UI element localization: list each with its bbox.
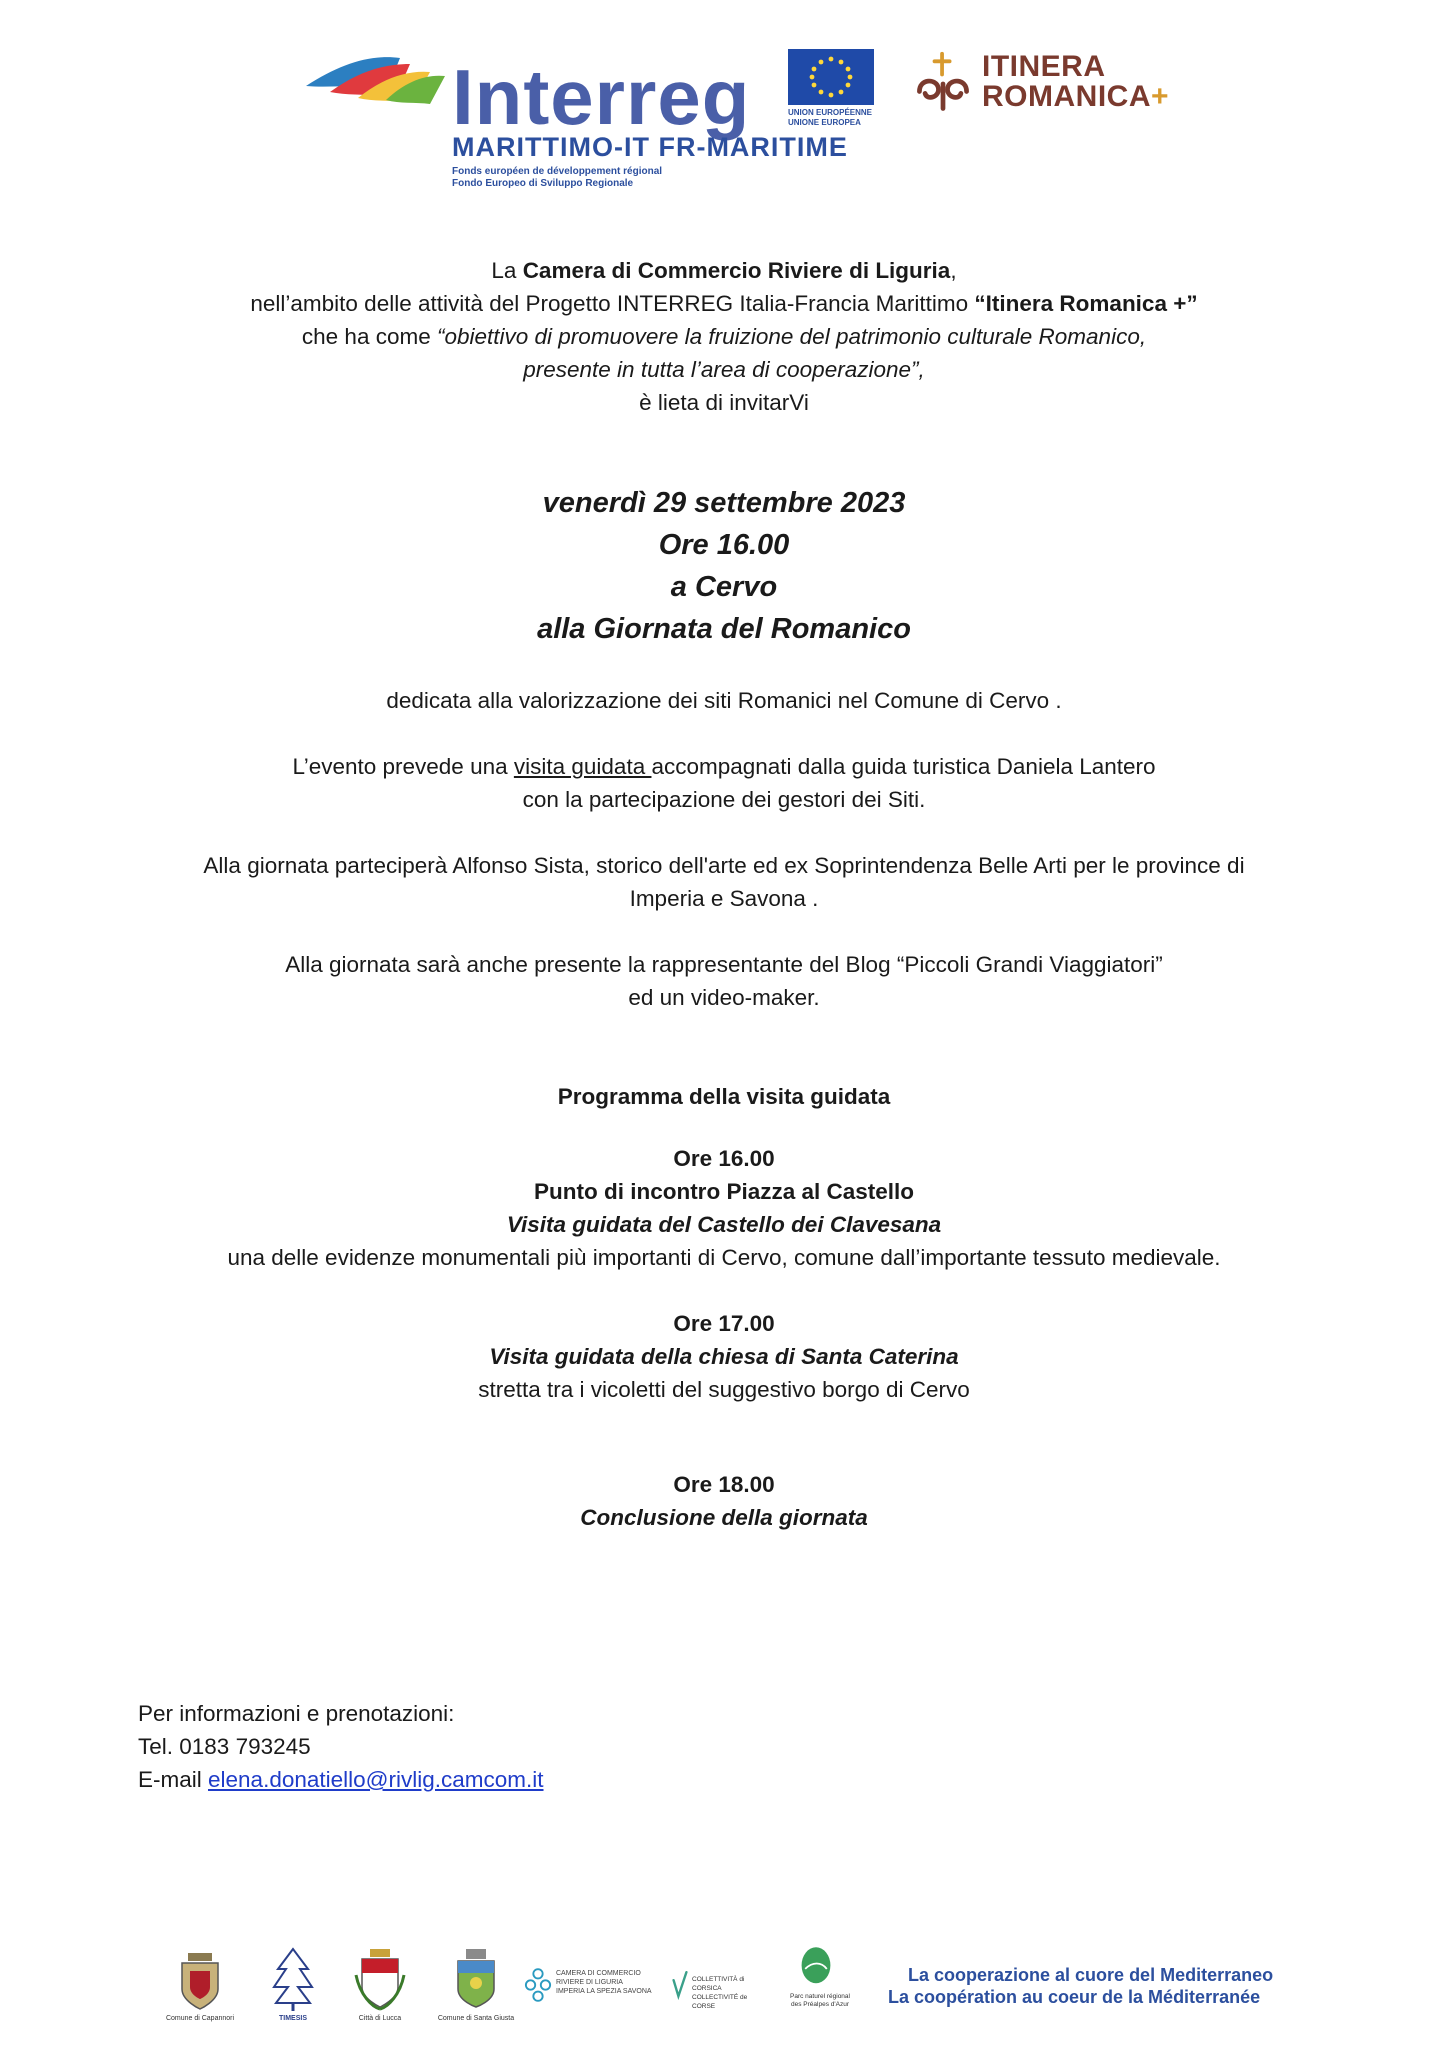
parc-leaf-icon [798,1945,834,1991]
guided-visit-text: visita guidata [513,754,652,779]
itinera-line1: ITINERA [982,50,1106,83]
fund-fr: Fonds européen de développement régional [452,166,663,177]
intro-line-5: è lieta di invitarVi [639,390,809,415]
fund-label [452,166,662,190]
guest-line-2: Imperia e Savona . [629,886,819,911]
coop-slogan-fr: La coopération au coeur de la Méditerranée [888,1987,1261,2007]
capannori-crest-icon [165,1945,235,2025]
itinera-wordmark [982,52,1169,112]
contacts-tel: Tel. 0183 793245 [138,1734,311,1759]
camera-commercio-logo [524,1945,654,2025]
dedication-text: dedicata alla valorizzazione dei siti Romanici nel Comune di Cervo . [386,688,1062,713]
program-item-3-time: Ore 18.00 [673,1472,775,1497]
blog-line-1: Alla giornata sarà anche presente la rappresentante del Blog “Piccoli Grandi Viaggiatori” [285,952,1163,977]
event-name: alla Giornata del Romanico [537,613,911,645]
contacts-label: Per informazioni e prenotazioni: [138,1701,455,1726]
intro-line-1: La Camera di Commercio Riviere di Liguria, [491,258,957,283]
interreg-wordmark: Interreg [452,53,751,141]
itinera-romanica-logo [910,50,1170,120]
footer-caption-capannori: Comune di Capannori [165,2015,235,2022]
eu-label [788,108,872,128]
program-item-3-visit: Conclusione della giornata [580,1505,868,1530]
footer-caption-lucca: Città di Lucca [358,2015,402,2022]
coop-slogan-it: La cooperazione al cuore del Mediterraneo [908,1965,1274,1985]
footer-caption-parc: Parc naturel régional des Préalpes d'Azur [790,1993,850,2008]
visit-line-2: con la partecipazione dei gestori dei Siti. [522,787,926,812]
fund-it: Fondo Europeo di Sviluppo Regionale [452,178,634,189]
itinera-line2: ROMANICA [982,80,1151,113]
event-date: venerdì 29 settembre 2023 [542,487,906,519]
eu-it: UNIONE EUROPEA [788,118,861,127]
camera-commercio-icon [524,1965,552,2005]
santa-giusta-crest-icon [437,1945,515,2025]
intro-line-4: presente in tutta l’area di cooperazione”, [523,357,925,382]
program-item-2-desc: stretta tra i vicoletti del suggestivo borgo di Cervo [478,1377,970,1402]
guest-line-1: Alla giornata parteciperà Alfonso Sista, storico dell'arte ed ex Soprintendenza Belle Arti per le province di [203,853,1245,878]
footer-caption-camera: CAMERA DI COMMERCIO RIVIERE DI LIGURIA IMPERIA LA SPEZIA SAVONA [556,1970,652,1995]
program-item-2-visit: Visita guidata della chiesa di Santa Caterina [489,1344,959,1369]
footer-caption-timesis: TIMESIS [278,2015,307,2022]
lucca-crest-icon [352,1945,408,2025]
visit-line-1: L’evento prevede una visita guidata accompagnati dalla guida turistica Daniela Lantero [292,754,1156,779]
timesis-tree-icon [268,1945,318,2025]
footer-caption-corsica: COLLETTIVITÀ di CORSICA COLLECTIVITÉ de CORSE [692,1976,748,2010]
eu-fr: UNION EUROPÉENNE [788,108,873,117]
program-item-1-place: Punto di incontro Piazza al Castello [533,1179,915,1204]
itinera-cross-icon [910,50,976,116]
corsica-check-icon [672,1967,688,2003]
program-item-2-time: Ore 17.00 [673,1311,775,1336]
email-link[interactable]: elena.donatiello@rivlig.camcom.it [208,1767,544,1792]
program-item-1-visit: Visita guidata del Castello dei Clavesana [506,1212,942,1237]
contacts-email-line: E-mail elena.donatiello@rivlig.camcom.it [138,1767,544,1792]
program-item-1-desc: una delle evidenze monumentali più importanti di Cervo, comune dall’importante tessuto medievale. [227,1245,1221,1270]
parc-prealpes-logo [790,1945,852,2025]
blog-line-2: ed un video-maker. [628,985,820,1010]
project-name: “Itinera Romanica +” [974,291,1198,316]
interreg-logo [300,44,880,194]
program-item-1-time: Ore 16.00 [673,1146,775,1171]
itinera-plus: + [1151,80,1170,113]
intro-line-2: nell’ambito delle attività del Progetto INTERREG Italia-Francia Marittimo “Itinera Romanica +” [250,291,1198,316]
footer-caption-santa-giusta: Comune di Santa Giusta [437,2015,515,2022]
program-name: MARITTIMO-IT FR-MARITIME [452,132,848,162]
organizer-name: Camera di Commercio Riviere di Liguria [522,258,951,283]
event-place: a Cervo [670,571,778,603]
corsica-logo [672,1945,768,2025]
program-title: Programma della visita guidata [557,1084,891,1109]
event-time: Ore 16.00 [658,529,790,561]
intro-line-3: che ha come “obiettivo di promuovere la fruizione del patrimonio culturale Romanico, [301,324,1147,349]
